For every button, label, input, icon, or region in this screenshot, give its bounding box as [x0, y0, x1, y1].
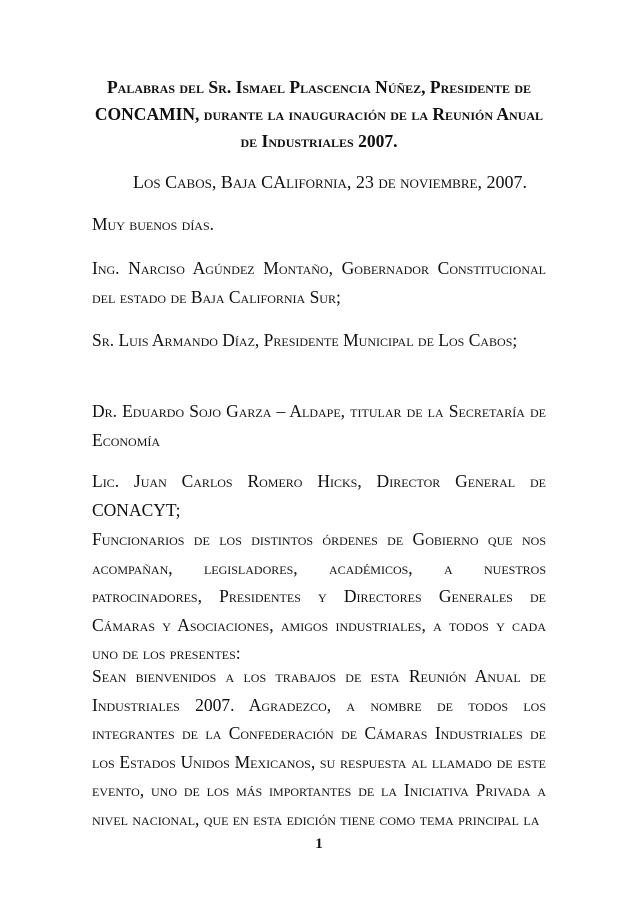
- page-number: 1: [315, 836, 323, 852]
- salutation-economy-secretary: Dr. Eduardo Sojo Garza – Aldape, titular de la Secretaría de Economía: [92, 401, 546, 450]
- greeting-paragraph: Muy buenos días.: [92, 214, 215, 234]
- salutation-mayor: Sr. Luis Armando Díaz, Presidente Municipal de Los Cabos;: [92, 330, 518, 350]
- place-date: Los Cabos, Baja CAlifornia, 23 de noviembre, 2007.: [133, 172, 527, 192]
- salutation-governor: Ing. Narciso Agúndez Montaño, Gobernador Constitucional del estado de Baja California Sur;: [92, 258, 546, 307]
- welcome-paragraph: Sean bienvenidos a los trabajos de esta Reunión Anual de Industriales 2007. Agradezco, a nombre de todos los integrantes de la Confederación de Cámaras Industriales de los Estados Unidos Mexicanos, su respuesta al llamado de este evento, uno de los más importantes de la Iniciativa Privada a nivel nacional, que en esta edición tiene como tema principal la: [92, 666, 546, 829]
- salutation-attendees: Funcionarios de los distintos órdenes de Gobierno que nos acompañan, legisladores, académicos, a nuestros patrocinadores, Presidentes y Directores Generales de Cámaras y Asociaciones, amigos industriales, a todos y cada uno de los presentes:: [92, 529, 546, 663]
- salutation-conacyt-director: Lic. Juan Carlos Romero Hicks, Director General de CONACYT;: [92, 471, 546, 520]
- speech-title: Palabras del Sr. Ismael Plascencia Núñez, Presidente de CONCAMIN, durante la inauguración de la Reunión Anual de Industriales 2007.: [94, 77, 544, 151]
